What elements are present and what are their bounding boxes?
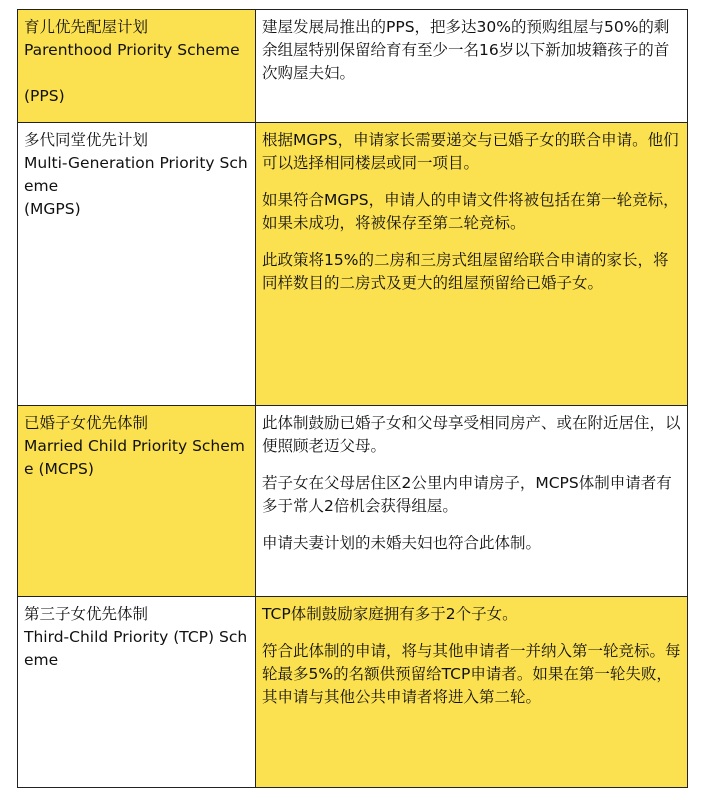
scheme-table-container [17, 9, 687, 788]
description-paragraph: 此政策将15%的二房和三房式组屋留给联合申请的家长，将同样数目的二房式及更大的组屋预留给已婚子女。 [262, 251, 669, 292]
description-paragraph: 此体制鼓励已婚子女和父母享受相同房产、或在附近居住，以便照顾老迈父母。 [262, 414, 681, 455]
table-row [18, 406, 688, 597]
description-paragraph: 建屋发展局推出的PPS，把多达30%的预购组屋与50%的剩余组屋特别保留给育有至少一名16岁以下新加坡籍孩子的首次购屋夫妇。 [262, 18, 670, 82]
scheme-name-cell [18, 406, 256, 597]
scheme-description-cell [256, 597, 688, 788]
scheme-name-en: Multi-Generation Priority Scheme [24, 154, 248, 195]
housing-priority-schemes-table [17, 9, 688, 788]
scheme-name-en: Married Child Priority Scheme (MCPS) [24, 437, 245, 478]
scheme-name-cell [18, 10, 256, 123]
scheme-name-cell [18, 597, 256, 788]
scheme-name-en: Third-Child Priority (TCP) Scheme [24, 628, 248, 669]
scheme-name-zh: 多代同堂优先计划 [24, 131, 149, 149]
scheme-name-zh: 已婚子女优先体制 [24, 414, 149, 432]
description-paragraph: 若子女在父母居住区2公里内申请房子，MCPS体制申请者有多于常人2倍机会获得组屋。 [262, 474, 672, 515]
description-paragraph: 符合此体制的申请，将与其他申请者一并纳入第一轮竞标。每轮最多5%的名额供预留给TCP申请者。如果在第一轮失败，其申请与其他公共申请者将进入第二轮。 [262, 642, 681, 706]
scheme-abbreviation: (MGPS) [24, 200, 81, 218]
description-paragraph: 根据MGPS，申请家长需要递交与已婚子女的联合申请。他们可以选择相同楼层或同一项目。 [262, 131, 679, 172]
scheme-name-zh: 第三子女优先体制 [24, 605, 149, 623]
scheme-name-zh: 育儿优先配屋计划 [24, 18, 149, 36]
scheme-abbreviation: (PPS) [24, 87, 65, 105]
scheme-name-en: Parenthood Priority Scheme [24, 41, 240, 59]
description-paragraph: 如果符合MGPS，申请人的申请文件将被包括在第一轮竞标，如果未成功，将被保存至第二轮竞标。 [262, 191, 679, 232]
description-paragraph: 申请夫妻计划的未婚夫妇也符合此体制。 [262, 534, 542, 552]
table-row [18, 597, 688, 788]
table-row [18, 10, 688, 123]
description-paragraph: TCP体制鼓励家庭拥有多于2个子女。 [262, 605, 518, 623]
scheme-description-cell [256, 123, 688, 406]
scheme-name-cell [18, 123, 256, 406]
scheme-description-cell [256, 406, 688, 597]
scheme-description-cell [256, 10, 688, 123]
table-row [18, 123, 688, 406]
